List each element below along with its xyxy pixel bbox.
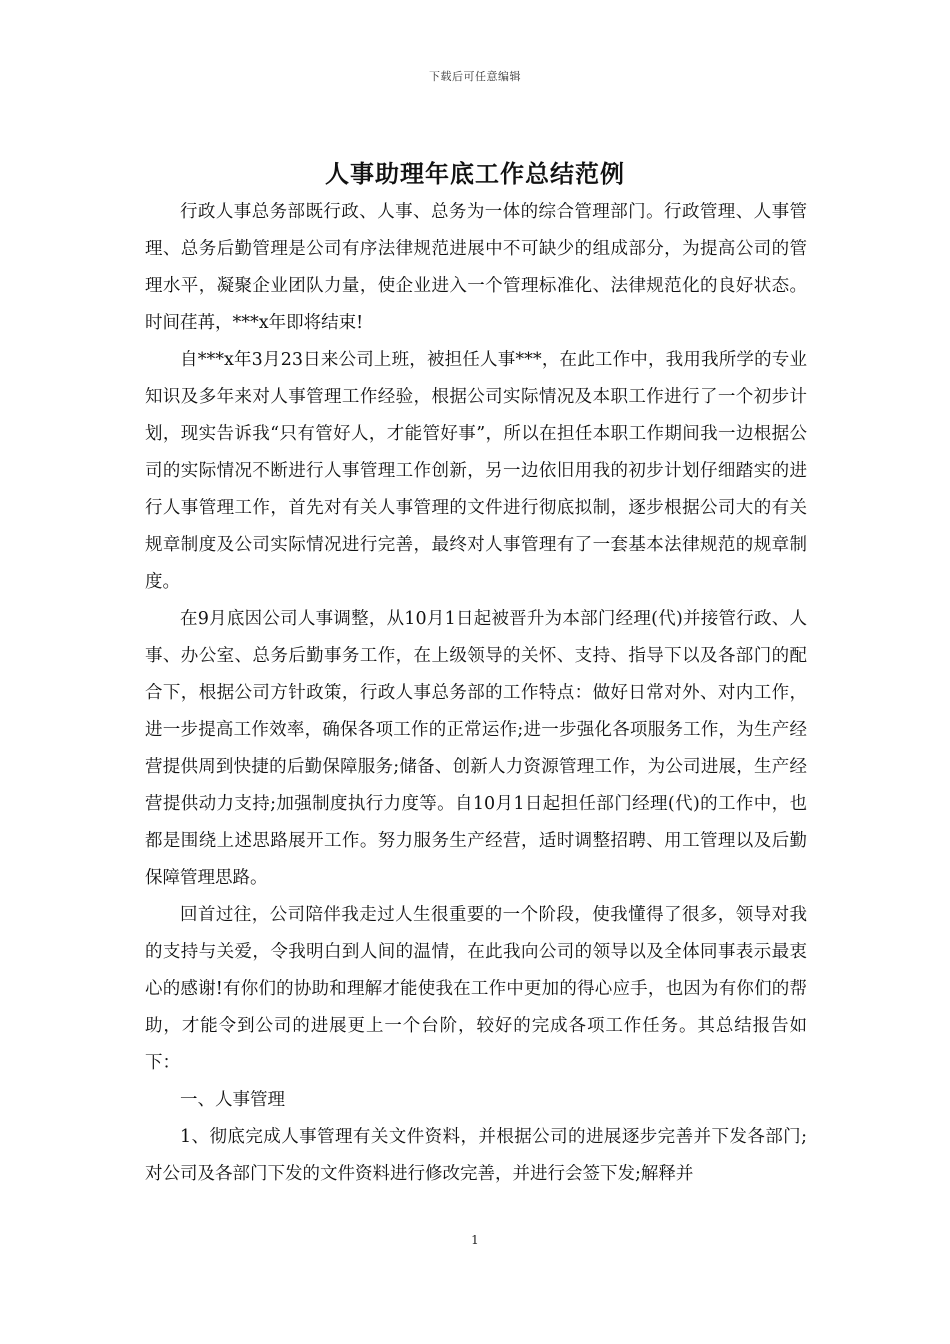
page-number: 1 bbox=[471, 1233, 479, 1247]
paragraph-gratitude: 回首过往，公司陪伴我走过人生很重要的一个阶段，使我懂得了很多，领导对我的支持与关爱，令我明白到人间的温情，在此我向公司的领导以及全体同事表示最衷心的感谢!有你们的协助和理解才能使我在工作中更加的得心应手，也因为有你们的帮助，才能令到公司的进展更上一个台阶，较好的完成各项工作任务。其总结报告如下： bbox=[145, 905, 807, 1073]
paragraph-promotion: 在9月底因公司人事调整，从10月1日起被晋升为本部门经理(代)并接管行政、人事、办公室、总务后勤事务工作，在上级领导的关怀、支持、指导下以及各部门的配合下，根据公司方针政策，行政人事总务部的工作特点：做好日常对外、对内工作，进一步提高工作效率，确保各项工作的正常运作;进一步强化各项服务工作，为生产经营提供周到快捷的后勤保障服务;储备、创新人力资源管理工作，为公司进展，生产经营提供动力支持;加强制度执行力度等。自10月1日起担任部门经理(代)的工作中，也都是围绕上述思路展开工作。努力服务生产经营，适时调整招聘、用工管理以及后勤保障管理思路。 bbox=[145, 609, 807, 888]
document-title: 人事助理年底工作总结范例 bbox=[325, 159, 625, 188]
section-heading-hr-management: 一、人事管理 bbox=[180, 1090, 285, 1110]
page-header-note: 下载后可任意编辑 bbox=[429, 70, 521, 83]
document-body bbox=[145, 194, 807, 1193]
paragraph-start-work: 自***x年3月23日来公司上班，被担任人事***，在此工作中，我用我所学的专业知识及多年来对人事管理工作经验，根据公司实际情况及本职工作进行了一个初步计划，现实告诉我“只有管好人，才能管好事”，所以在担任本职工作期间我一边根据公司的实际情况不断进行人事管理工作创新，另一边依旧用我的初步计划仔细踏实的进行人事管理工作，首先对有关人事管理的文件进行彻底拟制，逐步根据公司大的有关规章制度及公司实际情况进行完善，最终对人事管理有了一套基本法律规范的规章制度。 bbox=[145, 350, 807, 592]
paragraph-item-1: 1、彻底完成人事管理有关文件资料，并根据公司的进展逐步完善并下发各部门;对公司及各部门下发的文件资料进行修改完善，并进行会签下发;解释并 bbox=[145, 1127, 807, 1184]
paragraph-intro: 行政人事总务部既行政、人事、总务为一体的综合管理部门。行政管理、人事管理、总务后勤管理是公司有序法律规范进展中不可缺少的组成部分，为提高公司的管理水平，凝聚企业团队力量，使企业进入一个管理标准化、法律规范化的良好状态。时间荏苒，***x年即将结束! bbox=[145, 202, 807, 333]
